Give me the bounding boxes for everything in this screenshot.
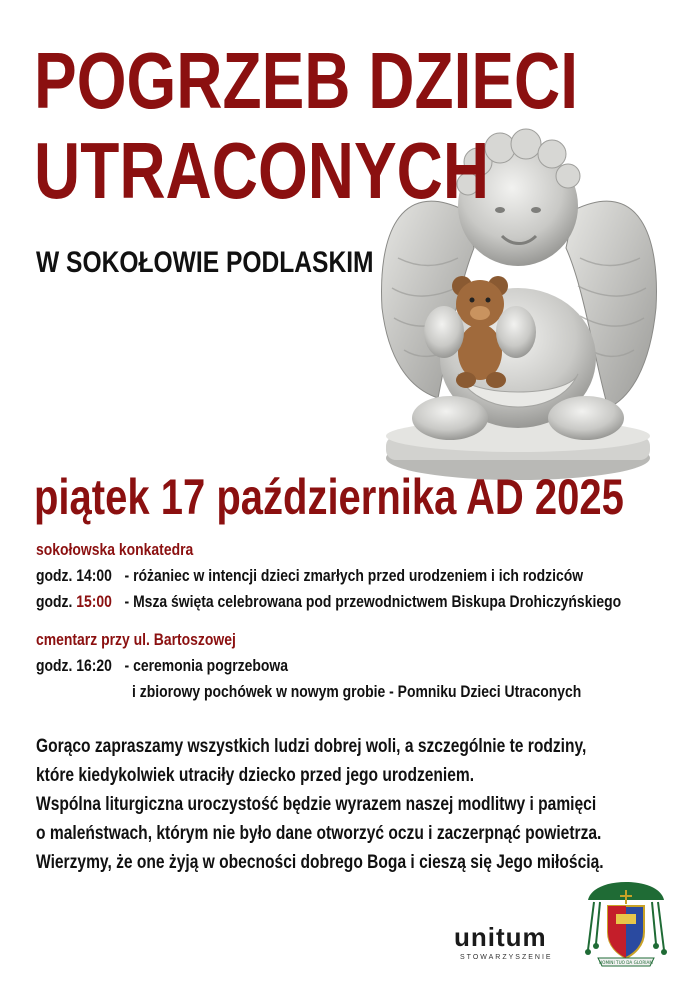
venue-cemetery: cmentarz przy ul. Bartoszowej (36, 630, 236, 649)
title-line-1: POGRZEB DZIECI (34, 36, 579, 125)
subtitle: W SOKOŁOWIE PODLASKIM (36, 246, 374, 279)
venue-konkatedra: sokołowska konkatedra (36, 540, 194, 559)
event-description: i zbiorowy pochówek w nowym grobie - Pomniku Dzieci Utraconych (132, 682, 582, 701)
invitation-line: Gorąco zapraszamy wszystkich ludzi dobrej woli, a szczególnie te rodziny, (36, 736, 587, 757)
event-date: piątek 17 października AD 2025 (34, 469, 624, 525)
schedule-row-2 (36, 592, 621, 612)
schedule-row-1 (36, 566, 583, 586)
event-description: - różaniec w intencji dzieci zmarłych przed urodzeniem i ich rodziców (124, 566, 584, 585)
unitum-logo-subtitle: STOWARZYSZENIE (460, 954, 553, 961)
invitation-line: Wierzymy, że one żyją w obecności dobrego Boga i cieszą się Jego miłością. (36, 852, 604, 873)
event-time-prefix: godz. (36, 592, 73, 611)
schedule-row-3 (36, 656, 288, 676)
invitation-text (36, 732, 604, 877)
event-time (36, 592, 125, 612)
event-description: - ceremonia pogrzebowa (124, 656, 289, 675)
event-time-highlight: 15:00 (76, 592, 112, 611)
event-time: godz. 16:20 (36, 656, 112, 675)
bishop-coat-of-arms-icon (584, 880, 668, 970)
unitum-logo-word: unitum (454, 922, 547, 952)
crest-motto: NOMINI TUO DA GLORIAM (599, 960, 653, 965)
invitation-line: o maleństwach, którym nie było dane otworzyć oczu i zaczerpnąć powietrza. (36, 823, 602, 844)
unitum-logo (454, 918, 564, 964)
invitation-line: Wspólna liturgiczna uroczystość będzie wyrazem naszej modlitwy i pamięci (36, 794, 597, 815)
title-line-2: UTRACONYCH (34, 126, 490, 215)
event-description: - Msza święta celebrowana pod przewodnictwem Biskupa Drohiczyńskiego (124, 592, 622, 611)
invitation-line: które kiedykolwiek utraciły dziecko przed jego urodzeniem. (36, 765, 475, 786)
page-title (34, 36, 578, 216)
schedule-row-3-continued (132, 682, 581, 702)
event-time: godz. 14:00 (36, 566, 112, 585)
